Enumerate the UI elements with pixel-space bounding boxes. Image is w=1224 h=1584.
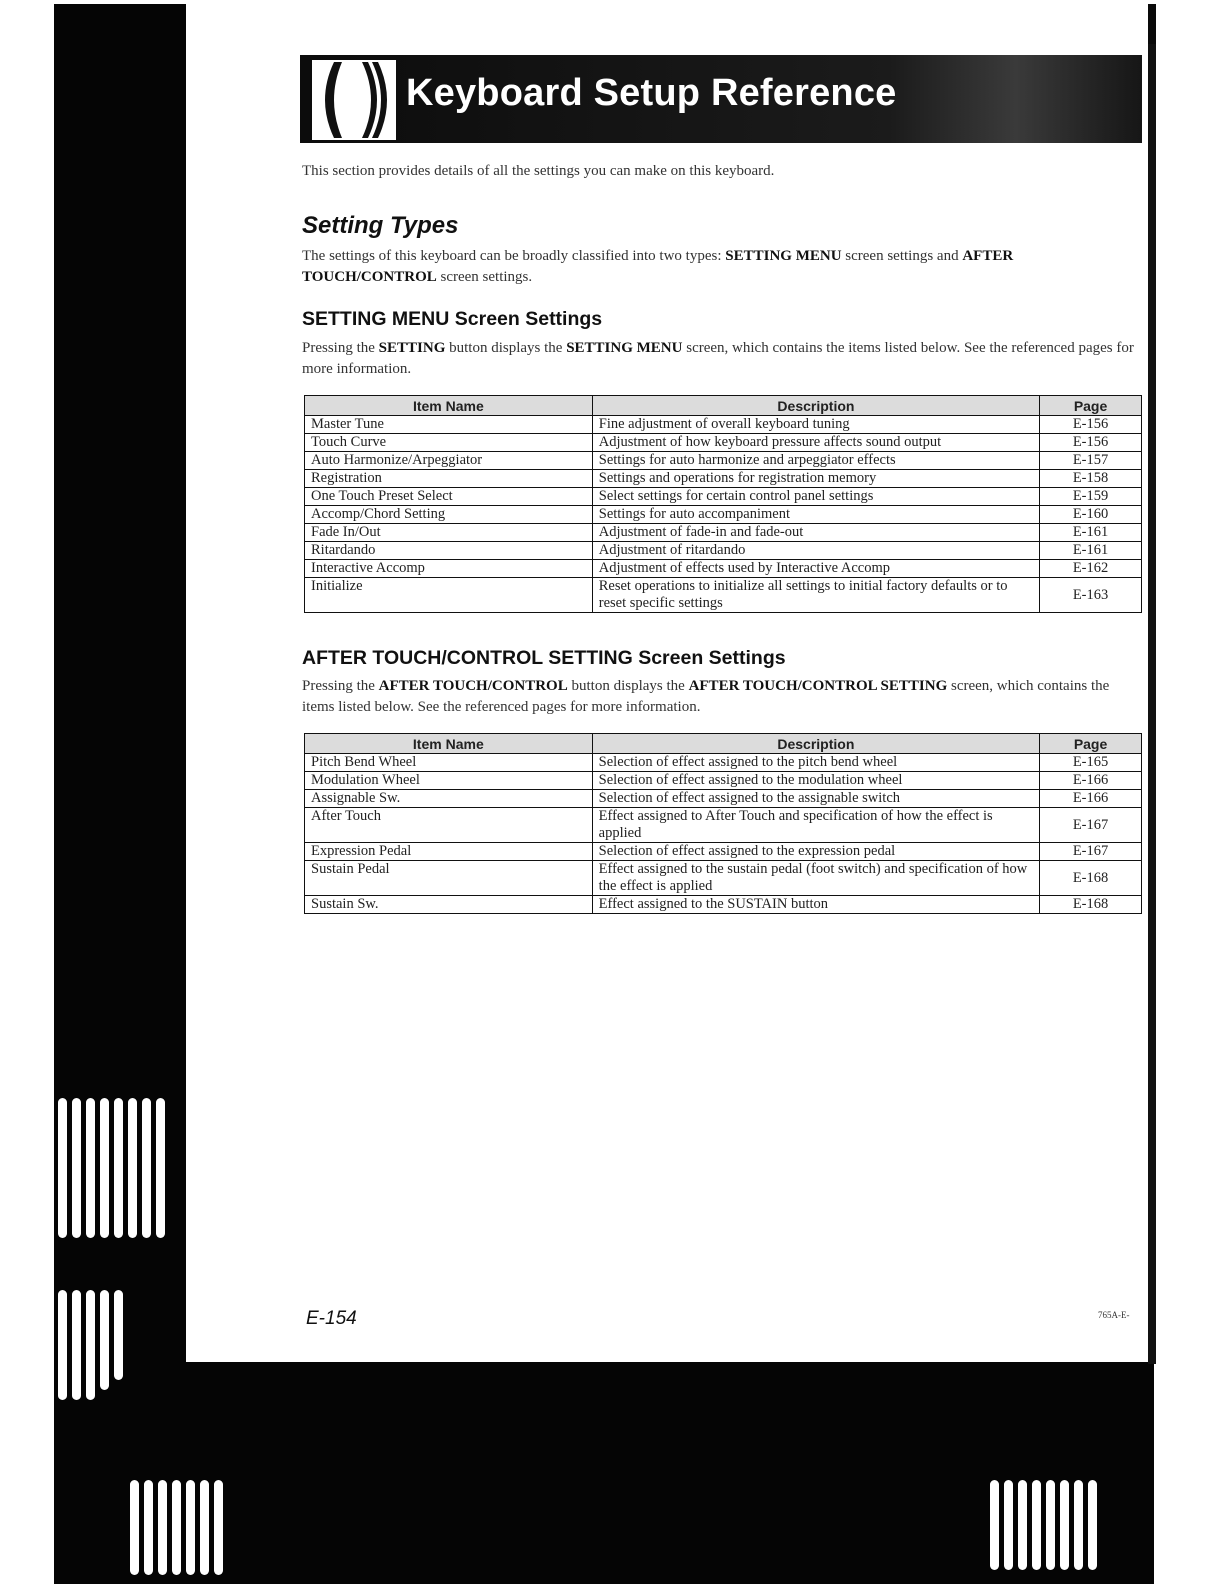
binding-holes-left-lower [58, 1290, 123, 1400]
setting-menu-text [302, 338, 1144, 380]
cell-item-name: Pitch Bend Wheel [305, 754, 593, 772]
cell-item-name: Auto Harmonize/Arpeggiator [305, 452, 593, 470]
cell-page: E-163 [1040, 578, 1142, 613]
table-row [305, 416, 1142, 434]
cell-page: E-158 [1040, 470, 1142, 488]
bold-run: SETTING MENU [566, 340, 683, 356]
cell-item-name: Sustain Sw. [305, 896, 593, 914]
section-mark-icon [312, 60, 396, 140]
binding-holes-left-upper [58, 1098, 165, 1238]
cell-page: E-161 [1040, 542, 1142, 560]
bold-run: AFTER TOUCH/CONTROL SETTING [688, 678, 948, 694]
text-run: screen settings. [436, 269, 533, 285]
cell-page: E-162 [1040, 560, 1142, 578]
table-row [305, 542, 1142, 560]
bold-run: SETTING [378, 340, 446, 356]
binding-holes-bottom-left [130, 1480, 223, 1575]
cell-page: E-156 [1040, 416, 1142, 434]
table-row [305, 560, 1142, 578]
text-run: screen, which contains the items listed below. See the referenced pages for more information. [302, 678, 1110, 715]
section-heading-setting-types: Setting Types [302, 212, 459, 239]
table-header-row [305, 734, 1142, 754]
table-row [305, 488, 1142, 506]
cell-item-name: Interactive Accomp [305, 560, 593, 578]
cell-item-name: Master Tune [305, 416, 593, 434]
column-header-page: Page [1040, 734, 1142, 754]
text-run: Pressing the [302, 340, 379, 356]
table-row [305, 452, 1142, 470]
cell-item-name: Registration [305, 470, 593, 488]
table-row [305, 524, 1142, 542]
cell-page: E-168 [1040, 861, 1142, 896]
table-header-row [305, 396, 1142, 416]
scan-margin [0, 0, 54, 1584]
cell-page: E-167 [1040, 808, 1142, 843]
cell-page: E-167 [1040, 843, 1142, 861]
cell-description: Adjustment of effects used by Interactive Accomp [592, 560, 1039, 578]
cell-description: Effect assigned to the SUSTAIN button [592, 896, 1039, 914]
bold-run: AFTER TOUCH/CONTROL [302, 248, 1014, 285]
cell-page: E-156 [1040, 434, 1142, 452]
text-run: The settings of this keyboard can be broadly classified into two types: [302, 248, 726, 264]
column-header-item: Item Name [305, 734, 593, 754]
after-touch-text [302, 676, 1144, 718]
cell-page: E-157 [1040, 452, 1142, 470]
cell-item-name: Fade In/Out [305, 524, 593, 542]
cell-description: Reset operations to initialize all settings to initial factory defaults or to reset specific settings [592, 578, 1039, 613]
table-row [305, 843, 1142, 861]
page-title: Keyboard Setup Reference [406, 72, 897, 114]
setting-menu-table [304, 395, 1142, 613]
scan-border-right [1148, 4, 1156, 1364]
text-run: button displays the [567, 678, 689, 694]
intro-text: This section provides details of all the settings you can make on this keyboard. [302, 163, 775, 179]
cell-description: Adjustment of fade-in and fade-out [592, 524, 1039, 542]
table-row [305, 506, 1142, 524]
cell-page: E-165 [1040, 754, 1142, 772]
binding-holes-bottom-right [990, 1480, 1097, 1570]
cell-description: Select settings for certain control panel settings [592, 488, 1039, 506]
text-run: screen settings and [841, 248, 963, 264]
setting-types-text [302, 246, 1144, 288]
text-run: Pressing the [302, 678, 379, 694]
cell-description: Settings for auto accompaniment [592, 506, 1039, 524]
section-heading-after-touch: AFTER TOUCH/CONTROL SETTING Screen Settings [302, 647, 786, 669]
cell-page: E-166 [1040, 772, 1142, 790]
cell-description: Settings for auto harmonize and arpeggiator effects [592, 452, 1039, 470]
column-header-description: Description [592, 734, 1039, 754]
cell-page: E-166 [1040, 790, 1142, 808]
section-heading-setting-menu: SETTING MENU Screen Settings [302, 308, 603, 330]
cell-description: Adjustment of how keyboard pressure affects sound output [592, 434, 1039, 452]
bold-run: AFTER TOUCH/CONTROL [378, 678, 568, 694]
cell-item-name: Expression Pedal [305, 843, 593, 861]
table-row [305, 861, 1142, 896]
cell-item-name: Touch Curve [305, 434, 593, 452]
cell-description: Selection of effect assigned to the modulation wheel [592, 772, 1039, 790]
cell-page: E-168 [1040, 896, 1142, 914]
table-row [305, 434, 1142, 452]
table-row [305, 470, 1142, 488]
cell-item-name: Accomp/Chord Setting [305, 506, 593, 524]
cell-description: Selection of effect assigned to the pitch bend wheel [592, 754, 1039, 772]
cell-description: Effect assigned to After Touch and specification of how the effect is applied [592, 808, 1039, 843]
cell-item-name: Modulation Wheel [305, 772, 593, 790]
cell-page: E-159 [1040, 488, 1142, 506]
cell-page: E-160 [1040, 506, 1142, 524]
table-row [305, 808, 1142, 843]
cell-description: Selection of effect assigned to the expression pedal [592, 843, 1039, 861]
table-row [305, 578, 1142, 613]
cell-description: Settings and operations for registration memory [592, 470, 1039, 488]
cell-page: E-161 [1040, 524, 1142, 542]
column-header-description: Description [592, 396, 1039, 416]
column-header-page: Page [1040, 396, 1142, 416]
table-row [305, 790, 1142, 808]
cell-description: Adjustment of ritardando [592, 542, 1039, 560]
cell-item-name: Ritardando [305, 542, 593, 560]
after-touch-table [304, 733, 1142, 914]
text-run: button displays the [445, 340, 567, 356]
page-number: E-154 [306, 1308, 357, 1329]
table-row [305, 896, 1142, 914]
table-row [305, 754, 1142, 772]
table-row [305, 772, 1142, 790]
cell-description: Selection of effect assigned to the assignable switch [592, 790, 1039, 808]
cell-description: Effect assigned to the sustain pedal (foot switch) and specification of how the effect is applied [592, 861, 1039, 896]
cell-item-name: Initialize [305, 578, 593, 613]
cell-item-name: Sustain Pedal [305, 861, 593, 896]
cell-item-name: After Touch [305, 808, 593, 843]
cell-item-name: One Touch Preset Select [305, 488, 593, 506]
column-header-item: Item Name [305, 396, 593, 416]
text-run: screen, which contains the items listed below. See the referenced pages for more information. [302, 340, 1134, 377]
cell-description: Fine adjustment of overall keyboard tuning [592, 416, 1039, 434]
document-code: 765A-E- [1098, 1310, 1130, 1320]
bold-run: SETTING MENU [725, 248, 842, 264]
cell-item-name: Assignable Sw. [305, 790, 593, 808]
